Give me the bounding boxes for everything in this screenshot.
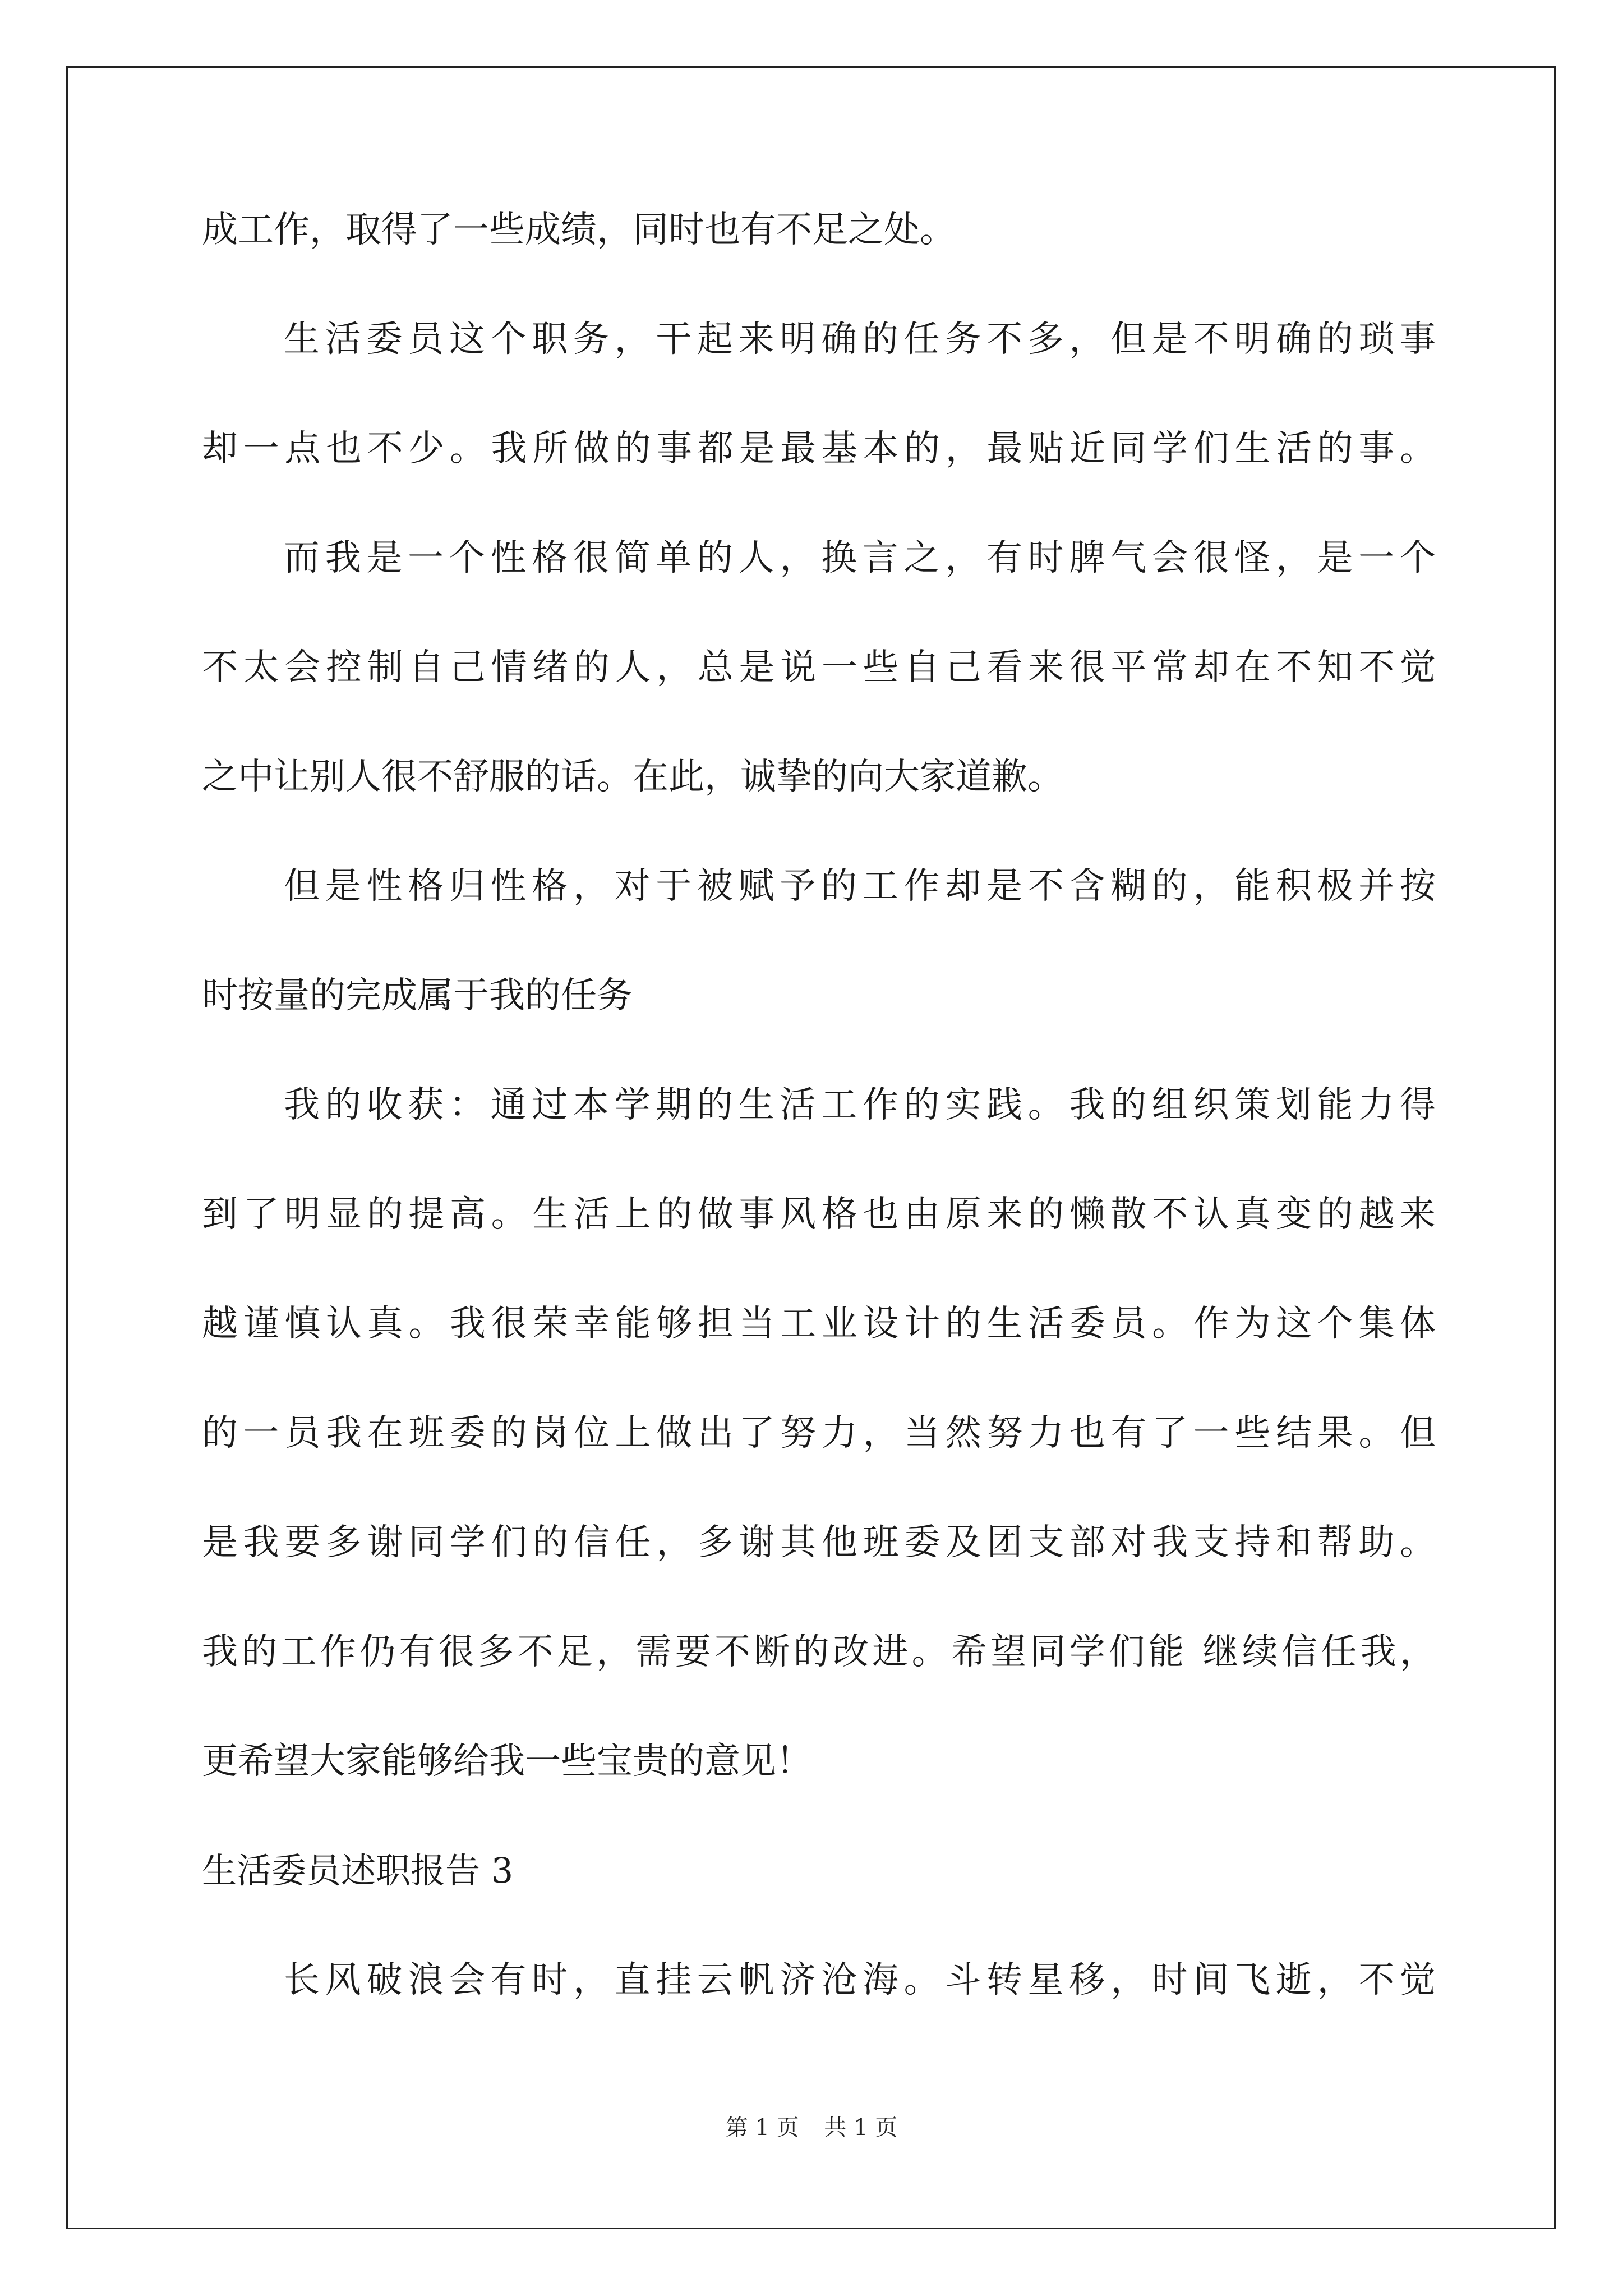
body-line-14: 我的工作仍有很多不足，需要不断的改进。希望同学们能 继续信任我， bbox=[202, 1631, 1436, 1673]
document-body bbox=[202, 202, 1436, 2062]
body-line-9: 我的收获：通过本学期的生活工作的实践。我的组织策划能力得 bbox=[284, 1084, 1436, 1126]
body-line-2: 生活委员这个职务，干起来明确的任务不多，但是不明确的琐事 bbox=[284, 319, 1436, 360]
page-number: 第 1 页 bbox=[725, 2115, 799, 2141]
body-line-3: 却一点也不少。我所做的事都是最基本的，最贴近同学们生活的事。 bbox=[202, 428, 1436, 470]
body-line-13: 是我要多谢同学们的信任，多谢其他班委及团支部对我支持和帮助。 bbox=[202, 1522, 1436, 1563]
page-footer bbox=[0, 2114, 1623, 2142]
body-line-15: 更希望大家能够给我一些宝贵的意见！ bbox=[202, 1741, 812, 1782]
body-line-1: 成工作，取得了一些成绩，同时也有不足之处。 bbox=[202, 209, 956, 251]
body-line-11: 越谨慎认真。我很荣幸能够担当工业设计的生活委员。作为这个集体 bbox=[202, 1303, 1436, 1345]
body-line-7: 但是性格归性格，对于被赋予的工作却是不含糊的，能积极并按 bbox=[284, 866, 1436, 907]
section-heading: 生活委员述职报告 3 bbox=[202, 1850, 514, 1891]
body-line-10: 到了明显的提高。生活上的做事风格也由原来的懒散不认真变的越来 bbox=[202, 1194, 1436, 1235]
body-line-12: 的一员我在班委的岗位上做出了努力，当然努力也有了一些结果。但 bbox=[202, 1412, 1436, 1454]
body-line-17: 长风破浪会有时，直挂云帆济沧海。斗转星移，时间飞逝，不觉 bbox=[284, 1959, 1436, 2001]
body-line-5: 不太会控制自己情绪的人，总是说一些自己看来很平常却在不知不觉 bbox=[202, 647, 1436, 688]
body-line-8: 时按量的完成属于我的任务 bbox=[202, 975, 633, 1016]
body-line-6: 之中让别人很不舒服的话。在此，诚挚的向大家道歉。 bbox=[202, 756, 1063, 798]
body-line-4: 而我是一个性格很简单的人，换言之，有时脾气会很怪，是一个 bbox=[284, 537, 1436, 579]
total-pages: 共 1 页 bbox=[824, 2115, 898, 2141]
